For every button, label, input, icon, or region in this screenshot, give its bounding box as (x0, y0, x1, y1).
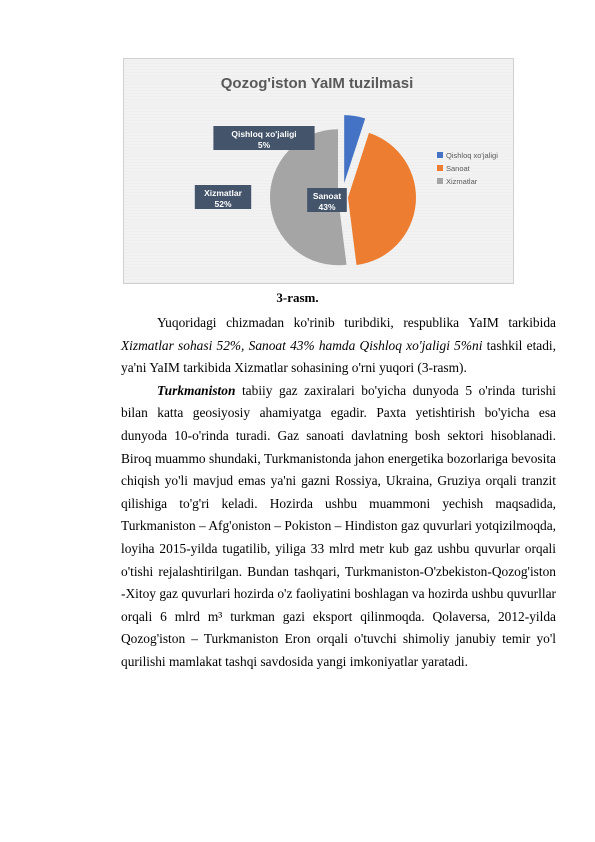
paragraph-1-tail: tashkil etadi, ya'ni YaIM tarkibida Xizmatlar sohasining o'rni yuqori (3-rasm). (121, 337, 556, 376)
pie-chart (123, 58, 514, 284)
data-label-value: 5% (257, 140, 271, 150)
paragraph-2 (121, 380, 556, 674)
legend-swatch-2 (437, 165, 443, 171)
paragraph-2-lead: Turkmaniston (157, 382, 236, 398)
legend-swatch-1 (437, 152, 443, 158)
data-label-name: Xizmatlar (204, 188, 242, 198)
data-label-3 (195, 185, 251, 209)
paragraph-2-body: tabiiy gaz zaxiralari bo'yicha dunyoda 5 o'rinda turishi bilan katta geosiyosiy ahamiyatga egadir. Paxta yetishtirish bo'yicha esa dunyoda 10-o'rinda turadi. Gaz sanoati davlatning bosh sektori hisoblanadi. Biroq muammo shundaki, Turkmanistonda jahon energetika bozorlariga bevosita chiqish yo'li mavjud emas ya'ni gazni Rossiya, Ukraina, Gruziya orqali tranzit qilishiga to'g'ri keladi. Hozirda ushbu muammoni yechish maqsadida, Turkmaniston – Afg'oniston – Pokiston – Hindiston gaz quvurlari yotqizilmoqda, loyiha 2015-yilda tugatilib, yiliga 33 mlrd metr kub gaz ushbu quvurlar orqali o'tishi rejalashtirilgan. Bundan tashqari, Turkmaniston-O'zbekiston-Qozog'iston -Xitoy gaz quvurlari hozirda o'z faoliyatini boshlagan va hozirda ushbu quvurllar orqali 6 mlrd m³ turkman gazi eksport qilinmoqda. Qolaversa, 2012-yilda Qozog'iston – Turkmaniston Eron orqali o'tuvchi shimoliy janubiy temir yo'l qurilishi mamlakat tashqi savdosida yangi imkoniyatlar yaratadi. (121, 382, 556, 669)
pie-chart-svg (124, 59, 515, 285)
data-label-2 (307, 188, 347, 212)
data-label-name: Qishloq xo'jaligi (231, 129, 297, 139)
paragraph-1-italic: Xizmatlar sohasi 52%, Sanoat 43% hamda Qishloq xo'jaligi 5%ni (121, 337, 483, 353)
body-text (121, 312, 556, 674)
legend-label-3: Xizmatlar (446, 177, 478, 186)
paragraph-1 (121, 312, 556, 380)
pie-slice-2 (348, 133, 416, 265)
data-label-value: 43% (318, 202, 336, 212)
legend-swatch-3 (437, 178, 443, 184)
paragraph-1-lead: Yuqoridagi chizmadan ko'rinib turibdiki, respublika YaIM tarkibida (157, 315, 556, 330)
legend-label-2: Sanoat (446, 164, 470, 173)
chart-title: Qozog'iston YaIM tuzilmasi (220, 75, 414, 92)
figure-caption: 3-rasm. (276, 290, 319, 305)
data-label-value: 52% (214, 199, 232, 209)
data-label-name: Sanoat (312, 191, 342, 201)
data-label-1 (213, 126, 314, 150)
legend-label-1: Qishloq xo'jaligi (446, 151, 498, 160)
